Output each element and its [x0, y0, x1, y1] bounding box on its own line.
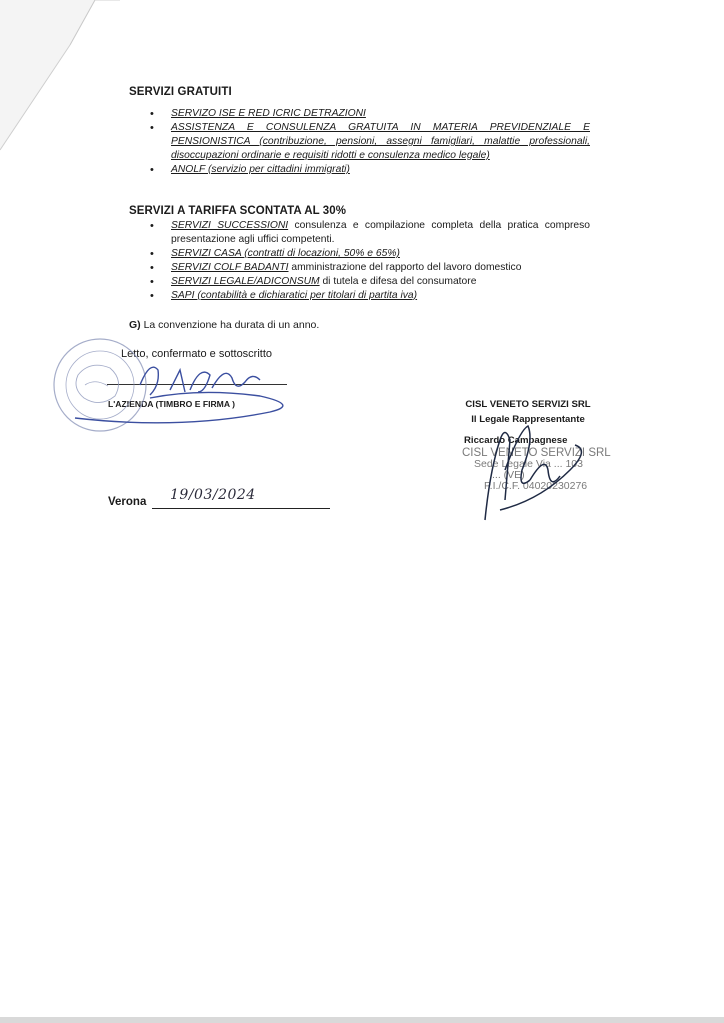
clause-text: La convenzione ha durata di un anno. — [140, 319, 320, 331]
place-label: Verona — [108, 496, 147, 508]
item-text: SERVIZO ISE E RED ICRIC DETRAZIONI — [171, 108, 366, 119]
stamp-line: ... (VE) — [492, 469, 525, 481]
legal-rep-label: Il Legale Rappresentante — [471, 414, 585, 425]
item-text: ANOLF (servizio per cittadini immigrati) — [171, 164, 350, 175]
org-name: CISL VENETO SERVIZI SRL — [465, 399, 591, 410]
signature-line — [107, 384, 287, 385]
list-item — [150, 121, 590, 163]
date-line — [152, 508, 330, 509]
company-stamp — [462, 448, 611, 492]
stamp-line: P.I./C.F. 04020230276 — [484, 480, 588, 492]
item-title: SERVIZI LEGALE/ADICONSUM — [171, 276, 320, 287]
item-title: SERVIZI SUCCESSIONI — [171, 220, 289, 231]
list-item — [150, 219, 590, 247]
item-description: di tutela e difesa del consumatore — [319, 276, 477, 287]
discounted-services-list — [150, 219, 590, 303]
item-description: consulenza e compilazione completa della pratica compreso presentazione agli uffici competenti. — [171, 220, 590, 245]
company-signature-label: L'AZIENDA (TIMBRO E FIRMA ) — [108, 399, 235, 409]
page-fold-corner — [0, 0, 120, 160]
item-title: SAPI (contabilità e dichiaratici per titolari di partita iva) — [171, 290, 418, 301]
scan-bottom-edge — [0, 1017, 724, 1023]
free-services-title: SERVIZI GRATUITI — [129, 86, 232, 98]
list-item — [150, 247, 590, 261]
stamp-line: Sede Legale Via ... 103 — [474, 458, 583, 470]
list-item — [150, 289, 590, 303]
free-services-list — [150, 107, 590, 177]
clause-letter: G) — [129, 319, 141, 331]
company-signature-scribble — [75, 367, 283, 423]
handwritten-date: 19/03/2024 — [170, 487, 256, 503]
item-title: SERVIZI CASA (contratti di locazioni, 50% e 65%) — [171, 248, 400, 259]
list-item — [150, 261, 590, 275]
duration-clause — [129, 319, 319, 331]
item-text: ASSISTENZA E CONSULENZA GRATUITA IN MATERIA PREVIDENZIALE E PENSIONISTICA (contribuzione, pensioni, assegni famigliari, malattie professionali, disoccupazioni ordinarie e requisiti ridotti e consulenza medico legale) — [171, 122, 590, 161]
discounted-services-title: SERVIZI A TARIFFA SCONTATA AL 30% — [129, 205, 347, 217]
list-item — [150, 275, 590, 289]
stamp-line: CISL VENETO SERVIZI SRL — [462, 447, 611, 459]
list-item — [150, 163, 590, 177]
rep-name: Riccardo Campagnese — [464, 435, 568, 446]
item-description: amministrazione del rapporto del lavoro domestico — [288, 262, 522, 273]
org-signature-block — [433, 397, 623, 427]
item-title: SERVIZI COLF BADANTI — [171, 262, 289, 273]
read-confirmed-text: Letto, confermato e sottoscritto — [121, 348, 273, 360]
list-item — [150, 107, 590, 121]
